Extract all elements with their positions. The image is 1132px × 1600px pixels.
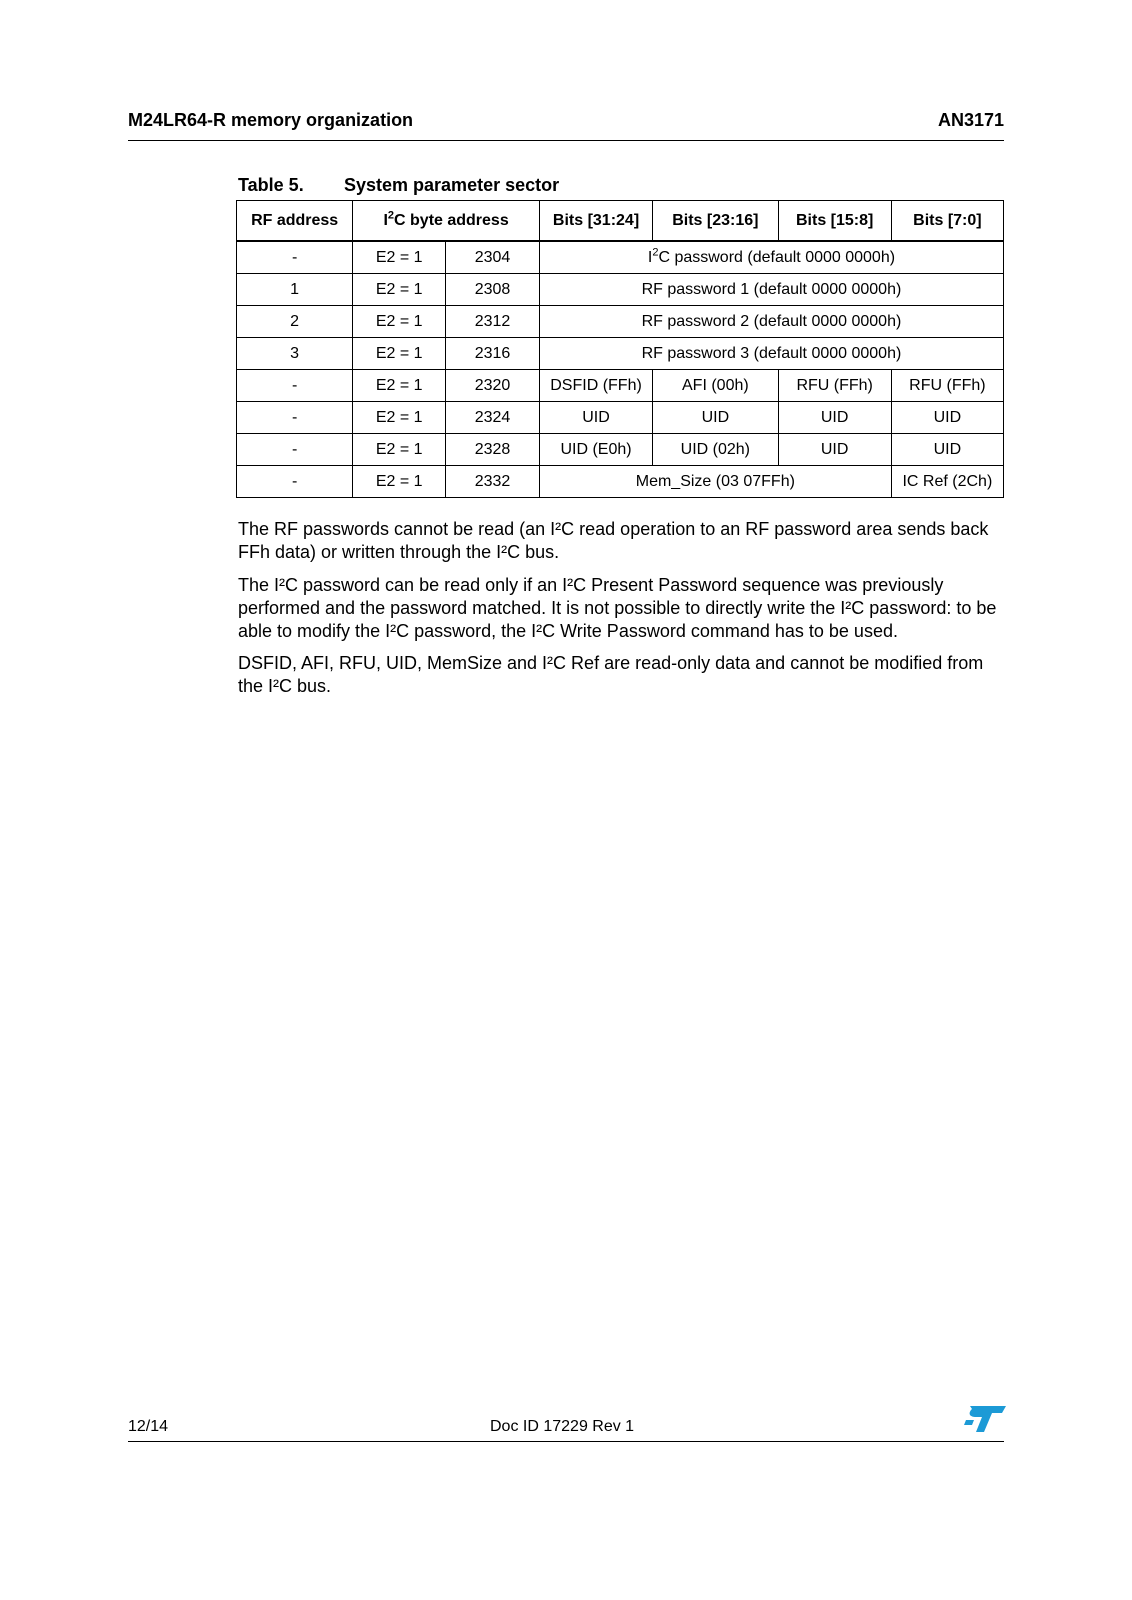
table-header-row bbox=[237, 201, 1004, 242]
paragraph-read-only-data: DSFID, AFI, RFU, UID, MemSize and I²C Ref are read-only data and cannot be modified from the I²C bus. bbox=[238, 653, 984, 696]
header-bits-23-16: Bits [23:16] bbox=[653, 201, 778, 242]
table-caption bbox=[238, 175, 559, 196]
cell-i2c-address: 2324 bbox=[446, 402, 540, 434]
header-divider bbox=[128, 140, 1004, 141]
document-number: AN3171 bbox=[937, 110, 1004, 130]
st-logo-icon bbox=[962, 1404, 1006, 1434]
cell-i2c-address: 2312 bbox=[446, 306, 540, 338]
cell-i2c-address: 2308 bbox=[446, 274, 540, 306]
cell-e2: E2 = 1 bbox=[353, 306, 446, 338]
header-i2c-byte-address: $I^2C$ byte address bbox=[353, 201, 540, 242]
cell-rf-address: 1 bbox=[237, 274, 353, 306]
table-row bbox=[237, 402, 1004, 434]
cell-ic-ref: IC Ref (2Ch) bbox=[891, 466, 1003, 498]
page-number: 12/14 bbox=[128, 1418, 169, 1435]
cell-e2: E2 = 1 bbox=[353, 370, 446, 402]
cell-bits-15-8: UID bbox=[778, 402, 891, 434]
header-bits-15-8: Bits [15:8] bbox=[778, 201, 891, 242]
cell-bits-23-16: UID (02h) bbox=[653, 434, 778, 466]
cell-i2c-address: 2328 bbox=[446, 434, 540, 466]
cell-bits-15-8: RFU (FFh) bbox=[778, 370, 891, 402]
cell-rf-address: - bbox=[237, 434, 353, 466]
cell-e2: E2 = 1 bbox=[353, 338, 446, 370]
cell-e2: E2 = 1 bbox=[353, 466, 446, 498]
cell-bits-15-8: UID bbox=[778, 434, 891, 466]
paragraph-rf-passwords: The RF passwords cannot be read (an I²C read operation to an RF password area sends back FFh data) or written through the I²C bus. bbox=[238, 519, 989, 562]
table-row bbox=[237, 274, 1004, 306]
cell-rf-address: 3 bbox=[237, 338, 353, 370]
cell-e2: E2 = 1 bbox=[353, 434, 446, 466]
cell-i2c-address: 2332 bbox=[446, 466, 540, 498]
table-row bbox=[237, 434, 1004, 466]
cell-bits-7-0: UID bbox=[891, 402, 1003, 434]
cell-bits-23-16: UID bbox=[653, 402, 778, 434]
cell-i2c-address: 2316 bbox=[446, 338, 540, 370]
header-bits-31-24: Bits [31:24] bbox=[539, 201, 652, 242]
table-caption-number: Table 5. bbox=[238, 175, 304, 195]
doc-id: Doc ID 17229 Rev 1 bbox=[490, 1418, 635, 1435]
cell-rf-address: 2 bbox=[237, 306, 353, 338]
table-row bbox=[237, 241, 1004, 274]
cell-bits-23-16: AFI (00h) bbox=[653, 370, 778, 402]
cell-bits-31-24: UID (E0h) bbox=[539, 434, 652, 466]
system-parameter-table bbox=[236, 200, 1004, 498]
table-row bbox=[237, 306, 1004, 338]
cell-i2c-password: $I^2C$ password (default 0000 0000h) bbox=[539, 241, 1003, 274]
cell-rf-password-3: RF password 3 (default 0000 0000h) bbox=[539, 338, 1003, 370]
header-bits-7-0: Bits [7:0] bbox=[891, 201, 1003, 242]
cell-rf-address: - bbox=[237, 241, 353, 274]
cell-rf-address: - bbox=[237, 370, 353, 402]
cell-e2: E2 = 1 bbox=[353, 241, 446, 274]
cell-rf-address: - bbox=[237, 466, 353, 498]
cell-mem-size: Mem_Size (03 07FFh) bbox=[539, 466, 891, 498]
cell-bits-31-24: DSFID (FFh) bbox=[539, 370, 652, 402]
cell-bits-31-24: UID bbox=[539, 402, 652, 434]
cell-rf-password-2: RF password 2 (default 0000 0000h) bbox=[539, 306, 1003, 338]
document-section-title: M24LR64-R memory organization bbox=[128, 110, 414, 130]
paragraph-i2c-password: The I²C password can be read only if an I²C Present Password sequence was previously performed and the password matched. It is not possible to directly write the I²C password: to be able to modify the I²C password, the I²C Write Password command has to be used. bbox=[238, 575, 997, 641]
cell-e2: E2 = 1 bbox=[353, 274, 446, 306]
footer-divider bbox=[128, 1441, 1004, 1442]
cell-e2: E2 = 1 bbox=[353, 402, 446, 434]
cell-rf-password-1: RF password 1 (default 0000 0000h) bbox=[539, 274, 1003, 306]
cell-bits-7-0: RFU (FFh) bbox=[891, 370, 1003, 402]
header-rf-address: RF address bbox=[237, 201, 353, 242]
cell-bits-7-0: UID bbox=[891, 434, 1003, 466]
table-caption-title: System parameter sector bbox=[344, 175, 560, 195]
table-row bbox=[237, 466, 1004, 498]
cell-i2c-address: 2320 bbox=[446, 370, 540, 402]
table-row bbox=[237, 338, 1004, 370]
cell-i2c-address: 2304 bbox=[446, 241, 540, 274]
table-row bbox=[237, 370, 1004, 402]
cell-rf-address: - bbox=[237, 402, 353, 434]
